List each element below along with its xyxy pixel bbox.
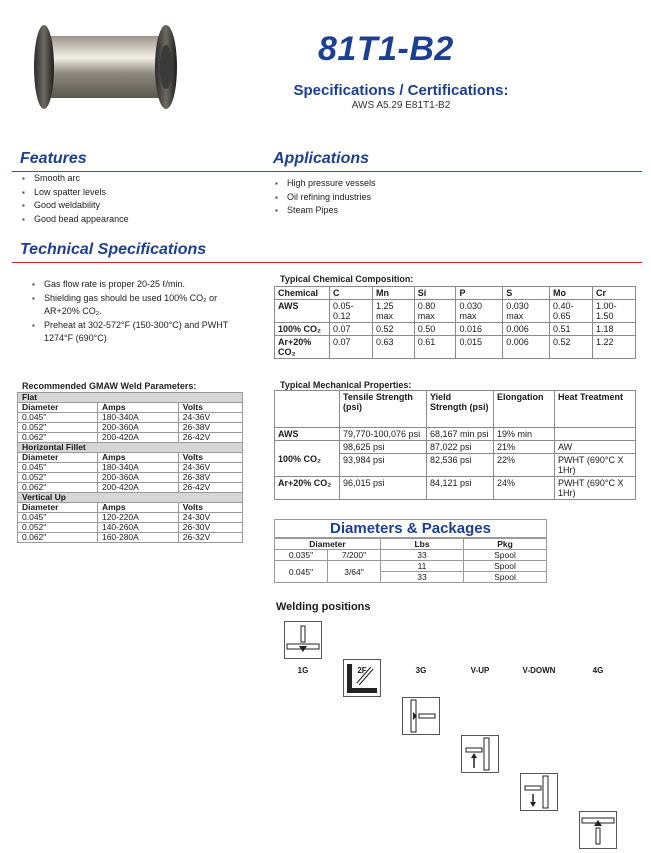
col-header: Lbs [381, 539, 464, 550]
cell: 87,022 psi [427, 441, 494, 454]
cell: 0.030 max [503, 300, 550, 323]
position-label: 2F [357, 666, 367, 675]
table-row [275, 441, 636, 454]
spec-title: Specifications / Certifications: [293, 82, 509, 99]
col-header: Volts [178, 503, 242, 513]
col-header: Mo [549, 287, 592, 300]
cell: 93,984 psi [340, 454, 427, 477]
col-header: Pkg [464, 539, 547, 550]
row-label: 100% CO₂ [275, 441, 340, 477]
cell: 200-360A [97, 423, 178, 433]
col-header: Diameter [18, 403, 98, 413]
cell: 96,015 psi [340, 477, 427, 500]
cell: 0.052" [18, 473, 98, 483]
table-row [18, 483, 243, 493]
cell: 22% [494, 454, 555, 477]
cell [555, 428, 636, 441]
cell: 0.51 [549, 323, 592, 336]
cell: 0.52 [372, 323, 414, 336]
table-header-row [275, 539, 547, 550]
gmaw-group-label: Vertical Up [18, 493, 243, 503]
cell: 200-420A [97, 433, 178, 443]
features-list [20, 172, 129, 226]
col-header: C [330, 287, 373, 300]
chemical-table [274, 286, 636, 359]
gmaw-group-row [18, 493, 243, 503]
cell: 0.045" [18, 513, 98, 523]
cell: Spool [464, 550, 547, 561]
position-3g-icon [402, 697, 440, 735]
position-v-down-icon [520, 773, 558, 811]
cell: 0.50 [414, 323, 456, 336]
table-row [18, 523, 243, 533]
col-header: Elongation [494, 391, 555, 428]
technical-heading: Technical Specifications [20, 241, 207, 258]
cell: 7/200" [328, 550, 381, 561]
table-row [18, 413, 243, 423]
col-header: Tensile Strength (psi) [340, 391, 427, 428]
cell: PWHT (690°C X 1Hr) [555, 477, 636, 500]
applications-item: ▪ Steam Pipes [273, 204, 376, 218]
cell: AW [555, 441, 636, 454]
cell: 24-30V [178, 513, 242, 523]
cell: 24-36V [178, 463, 242, 473]
table-row [18, 513, 243, 523]
features-heading: Features [20, 150, 87, 167]
applications-heading: Applications [273, 150, 370, 167]
welding-positions-title: Welding positions [276, 601, 371, 613]
cell: 26-42V [178, 483, 242, 493]
cell: 79,770-100,076 psi [340, 428, 427, 441]
cell: 33 [381, 572, 464, 583]
position-label: 3G [415, 666, 427, 675]
col-header [275, 391, 340, 428]
col-header: Mn [372, 287, 414, 300]
cell: 11 [381, 561, 464, 572]
table-row [275, 300, 636, 323]
features-item: ▪ Smooth arc [20, 172, 129, 186]
cell: 82,536 psi [427, 454, 494, 477]
table-row [275, 428, 636, 441]
cell: 98,625 psi [340, 441, 427, 454]
table-row [275, 561, 547, 572]
col-header: Diameter [275, 539, 381, 550]
cell: 0.52 [549, 336, 592, 359]
table-row [275, 477, 636, 500]
col-header: Amps [97, 403, 178, 413]
gmaw-caption: Recommended GMAW Weld Parameters: [22, 381, 197, 391]
cell: 26-42V [178, 433, 242, 443]
features-item: ▪ Good bead appearance [20, 213, 129, 227]
cell: 0.05-0.12 [330, 300, 373, 323]
table-header-row [18, 453, 243, 463]
col-header: Chemical [275, 287, 330, 300]
gmaw-group-row [18, 443, 243, 453]
cell: PWHT (690°C X 1Hr) [555, 454, 636, 477]
cell: 0.07 [330, 336, 373, 359]
applications-item: ▪ Oil refining industries [273, 191, 376, 205]
spec-value: AWS A5.29 E81T1-B2 [351, 100, 451, 111]
cell: 180-340A [97, 463, 178, 473]
cell: 0.062" [18, 483, 98, 493]
cell: 24% [494, 477, 555, 500]
cell: 84,121 psi [427, 477, 494, 500]
table-header-row [275, 391, 636, 428]
cell: 0.006 [503, 323, 550, 336]
cell: 0.63 [372, 336, 414, 359]
cell: 68,167 min psi [427, 428, 494, 441]
cell: 0.045" [18, 463, 98, 473]
col-header: Si [414, 287, 456, 300]
cell: 0.07 [330, 323, 373, 336]
position-label: V-DOWN [522, 666, 556, 675]
technical-item: ▪ Gas flow rate is proper 20-25 ℓ/min. [30, 278, 250, 292]
cell: 0.052" [18, 423, 98, 433]
cell: Spool [464, 572, 547, 583]
applications-list [273, 177, 376, 218]
features-item: ▪ Good weldability [20, 199, 129, 213]
technical-item: ▪ Shielding gas should be used 100% CO₂ or AR+20% CO₂. [30, 292, 250, 319]
cell: 1.18 [592, 323, 635, 336]
row-label: Ar+20% CO₂ [275, 477, 340, 500]
cell: 1.25 max [372, 300, 414, 323]
cell: 160-280A [97, 533, 178, 543]
table-row [275, 323, 636, 336]
cell: 0.035" [275, 550, 328, 561]
col-header: Heat Treatment [555, 391, 636, 428]
cell: 24-36V [178, 413, 242, 423]
technical-divider [12, 262, 642, 263]
gmaw-group-label: Horizontal Fillet [18, 443, 243, 453]
diameters-title: Diameters & Packages [274, 519, 547, 538]
gmaw-table [17, 392, 243, 543]
product-title: 81T1-B2 [318, 30, 454, 68]
cell: 180-340A [97, 413, 178, 423]
position-1g-icon [284, 621, 322, 659]
cell: 0.052" [18, 523, 98, 533]
table-header-row [18, 503, 243, 513]
features-item: ▪ Low spatter levels [20, 186, 129, 200]
col-header: Diameter [18, 453, 98, 463]
cell: 140-260A [97, 523, 178, 533]
table-row [275, 550, 547, 561]
cell: 200-420A [97, 483, 178, 493]
table-row [18, 433, 243, 443]
cell: 19% min [494, 428, 555, 441]
col-header: Volts [178, 403, 242, 413]
gmaw-group-label: Flat [18, 393, 243, 403]
table-row [18, 473, 243, 483]
position-4g-icon [579, 811, 617, 849]
cell: 0.045" [275, 561, 328, 583]
cell: Spool [464, 561, 547, 572]
col-header: Cr [592, 287, 635, 300]
wire-spool-image [30, 22, 180, 112]
cell: 1.00-1.50 [592, 300, 635, 323]
position-v-up-icon [461, 735, 499, 773]
col-header: P [456, 287, 503, 300]
row-label: AWS [275, 300, 330, 323]
cell: 0.062" [18, 433, 98, 443]
table-row [18, 463, 243, 473]
cell: 0.006 [503, 336, 550, 359]
position-label: V-UP [470, 666, 490, 675]
cell: 0.015 [456, 336, 503, 359]
col-header: Diameter [18, 503, 98, 513]
table-row [18, 533, 243, 543]
cell: 26-32V [178, 533, 242, 543]
cell: 0.030 max [456, 300, 503, 323]
cell: 26-38V [178, 423, 242, 433]
cell: 200-360A [97, 473, 178, 483]
position-label: 4G [592, 666, 604, 675]
cell: 0.80 max [414, 300, 456, 323]
cell: 26-38V [178, 473, 242, 483]
cell: 0.045" [18, 413, 98, 423]
col-header: Amps [97, 503, 178, 513]
technical-item: ▪ Preheat at 302-572°F (150-300°C) and PWHT 1274°F (690°C) [30, 319, 250, 346]
col-header: Yield Strength (psi) [427, 391, 494, 428]
cell: 26-30V [178, 523, 242, 533]
cell: 0.40-0.65 [549, 300, 592, 323]
cell: 0.016 [456, 323, 503, 336]
table-header-row [18, 403, 243, 413]
technical-list [30, 278, 250, 346]
row-label: Ar+20% CO₂ [275, 336, 330, 359]
position-2f-icon [343, 659, 381, 697]
col-header: Volts [178, 453, 242, 463]
cell: 120-220A [97, 513, 178, 523]
row-label: 100% CO₂ [275, 323, 330, 336]
col-header: Amps [97, 453, 178, 463]
diameters-table [274, 538, 547, 583]
gmaw-group-row [18, 393, 243, 403]
cell: 0.61 [414, 336, 456, 359]
cell: 1.22 [592, 336, 635, 359]
applications-item: ▪ High pressure vessels [273, 177, 376, 191]
cell: 0.062" [18, 533, 98, 543]
col-header: S [503, 287, 550, 300]
position-label: 1G [297, 666, 309, 675]
table-row [18, 423, 243, 433]
chemical-caption: Typical Chemical Composition: [280, 274, 414, 284]
cell: 3/64" [328, 561, 381, 583]
cell: 33 [381, 550, 464, 561]
mechanical-caption: Typical Mechanical Properties: [280, 380, 412, 390]
mechanical-table [274, 390, 636, 500]
row-label: AWS [275, 428, 340, 441]
table-header-row [275, 287, 636, 300]
cell: 21% [494, 441, 555, 454]
table-row [275, 336, 636, 359]
